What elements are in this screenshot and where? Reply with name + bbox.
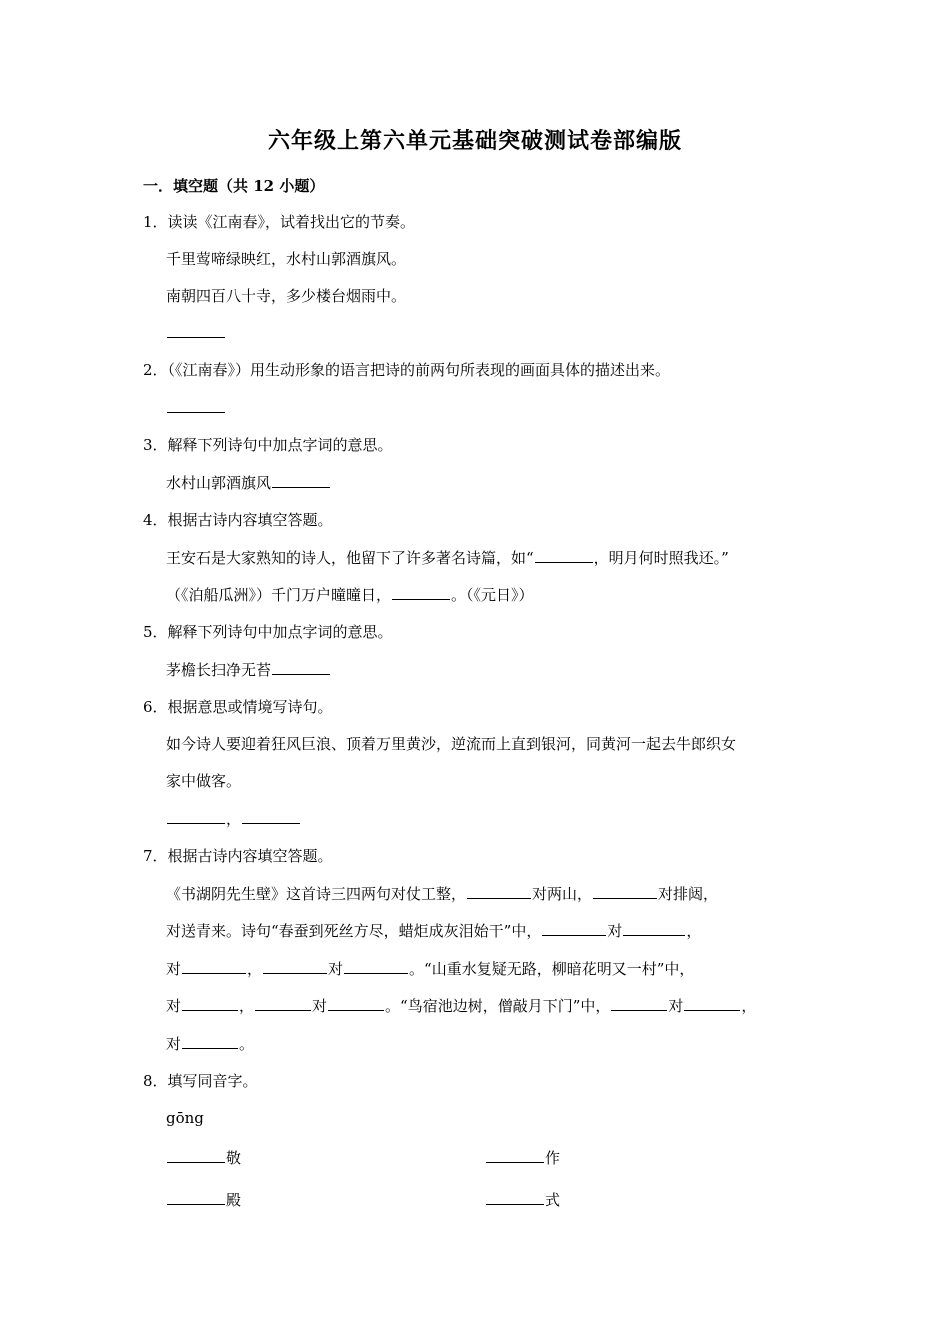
question-7-line-1 bbox=[166, 883, 718, 904]
q7-text-2c: ， bbox=[686, 922, 702, 940]
q8-blank-3[interactable] bbox=[167, 1189, 225, 1205]
q7-blank-11[interactable] bbox=[611, 995, 667, 1011]
question-6-line-1: 如今诗人要迎着狂风巨浪、顶着万里黄沙，逆流而上直到银河，同黄河一起去牛郎织女 bbox=[166, 735, 737, 753]
question-6-answers bbox=[166, 808, 301, 829]
question-8-item-4 bbox=[485, 1189, 560, 1210]
q8-char-4: 式 bbox=[545, 1191, 561, 1209]
question-6-stem: 6．根据意思或情境写诗句。 bbox=[143, 698, 333, 716]
question-8-stem: 8．填写同音字。 bbox=[143, 1072, 258, 1090]
question-3-stem: 3．解释下列诗句中加点字词的意思。 bbox=[143, 436, 393, 454]
question-6-line-2: 家中做客。 bbox=[166, 772, 242, 790]
q7-text-4a: 对 bbox=[166, 997, 182, 1015]
q7-text-3d: 。“山重水复疑无路，柳暗花明又一村”中， bbox=[409, 960, 695, 978]
q7-text-4f: ， bbox=[741, 997, 757, 1015]
q7-blank-1[interactable] bbox=[467, 883, 531, 899]
q8-char-2: 作 bbox=[545, 1149, 561, 1167]
q7-blank-13[interactable] bbox=[182, 1033, 238, 1049]
question-1-poem-line-2: 南朝四百八十寺，多少楼台烟雨中。 bbox=[166, 287, 407, 305]
q7-blank-4[interactable] bbox=[623, 920, 685, 936]
question-7-line-2 bbox=[166, 920, 701, 941]
question-7-stem: 7．根据古诗内容填空答题。 bbox=[143, 847, 333, 865]
page-title: 六年级上第六单元基础突破测试卷部编版 bbox=[267, 128, 682, 154]
q8-char-3: 殿 bbox=[226, 1191, 242, 1209]
question-8-item-3 bbox=[166, 1189, 241, 1210]
question-4-text-1b: ，明月何时照我还。” bbox=[593, 549, 729, 567]
q8-blank-2[interactable] bbox=[486, 1147, 544, 1163]
q7-text-2b: 对 bbox=[607, 922, 623, 940]
q8-char-1: 敬 bbox=[226, 1149, 242, 1167]
question-6-separator: ， bbox=[226, 810, 242, 828]
question-6-blank-2[interactable] bbox=[242, 808, 300, 824]
question-4-line-2 bbox=[166, 584, 534, 605]
q7-text-2a: 对送青来。诗句“春蚕到死丝方尽，蜡炬成灰泪始干”中， bbox=[166, 922, 542, 940]
q7-blank-3[interactable] bbox=[542, 920, 606, 936]
q7-text-4c: 对 bbox=[312, 997, 328, 1015]
q7-text-4d: 。“鸟宿池边树，僧敲月下门”中， bbox=[385, 997, 611, 1015]
question-8-item-2 bbox=[485, 1147, 560, 1168]
q7-text-3c: 对 bbox=[328, 960, 344, 978]
q7-blank-9[interactable] bbox=[255, 995, 311, 1011]
section-heading: 一．填空题（共 12 小题） bbox=[143, 177, 325, 195]
q7-blank-2[interactable] bbox=[593, 883, 657, 899]
q7-blank-7[interactable] bbox=[344, 958, 408, 974]
question-1-poem-line-1: 千里莺啼绿映红，水村山郭酒旗风。 bbox=[166, 250, 407, 268]
q7-blank-10[interactable] bbox=[328, 995, 384, 1011]
question-4-blank-1[interactable] bbox=[535, 547, 593, 563]
question-6-blank-1[interactable] bbox=[167, 808, 225, 824]
question-5-line bbox=[166, 659, 331, 680]
question-3-line bbox=[166, 472, 331, 493]
q7-text-3b: ， bbox=[247, 960, 263, 978]
question-5-text: 茅檐长扫净无苔 bbox=[166, 661, 272, 679]
q7-text-5a: 对 bbox=[166, 1035, 182, 1053]
q7-text-4b: ， bbox=[239, 997, 255, 1015]
q7-text-1c: 对排闼， bbox=[658, 885, 719, 903]
question-4-text-2b: 。（《元日》） bbox=[451, 586, 534, 604]
question-3-text: 水村山郭酒旗风 bbox=[166, 474, 272, 492]
question-4-line-1 bbox=[166, 547, 729, 568]
question-4-blank-2[interactable] bbox=[392, 584, 450, 600]
question-8-pinyin: gōng bbox=[166, 1109, 204, 1127]
q7-text-3a: 对 bbox=[166, 960, 182, 978]
q7-text-5b: 。 bbox=[239, 1035, 255, 1053]
q7-blank-6[interactable] bbox=[263, 958, 327, 974]
question-4-stem: 4．根据古诗内容填空答题。 bbox=[143, 511, 333, 529]
question-8-item-1 bbox=[166, 1147, 241, 1168]
q7-blank-5[interactable] bbox=[182, 958, 246, 974]
q7-text-4e: 对 bbox=[668, 997, 684, 1015]
question-5-stem: 5．解释下列诗句中加点字词的意思。 bbox=[143, 623, 393, 641]
question-7-line-5 bbox=[166, 1033, 254, 1054]
question-2-answer-blank[interactable] bbox=[166, 397, 226, 418]
q7-blank-8[interactable] bbox=[182, 995, 238, 1011]
q8-blank-1[interactable] bbox=[167, 1147, 225, 1163]
question-4-text-1a: 王安石是大家熟知的诗人，他留下了许多著名诗篇，如“ bbox=[166, 549, 534, 567]
question-7-line-4 bbox=[166, 995, 756, 1016]
question-4-text-2a: （《泊船瓜洲》）千门万户曈曈日， bbox=[166, 586, 392, 604]
q8-blank-4[interactable] bbox=[486, 1189, 544, 1205]
q7-blank-12[interactable] bbox=[684, 995, 740, 1011]
question-1-answer-blank[interactable] bbox=[166, 322, 226, 343]
question-5-answer-blank[interactable] bbox=[272, 659, 330, 675]
question-2-stem: 2．（《江南春》）用生动形象的语言把诗的前两句所表现的画面具体的描述出来。 bbox=[143, 361, 671, 379]
question-7-line-3 bbox=[166, 958, 694, 979]
question-1-stem: 1．读读《江南春》，试着找出它的节奏。 bbox=[143, 213, 416, 231]
q7-text-1b: 对两山， bbox=[532, 885, 593, 903]
question-3-answer-blank[interactable] bbox=[272, 472, 330, 488]
q7-text-1a: 《书湖阴先生壁》这首诗三四两句对仗工整， bbox=[166, 885, 467, 903]
